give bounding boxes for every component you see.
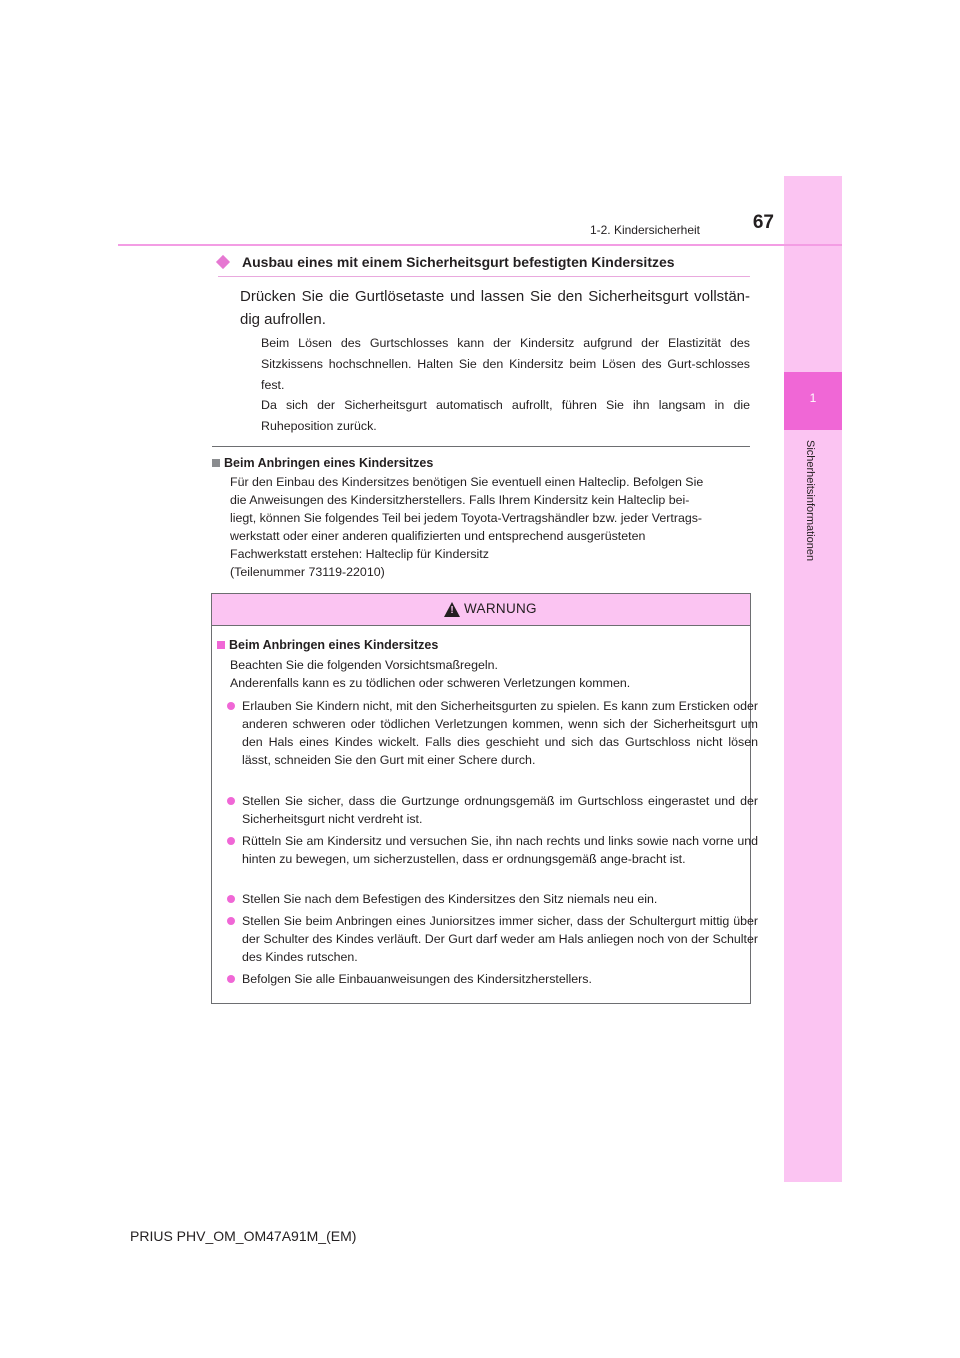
warning-bullet-text: Erlauben Sie Kindern nicht, mit den Sicherheitsgurten zu spielen. Es kann zum Ersticken oder anderen schweren oder tödlichen Verletzungen kommen, wenn sich der Sicherheitsgurt um den Hals eines Kindes wickelt. Falls dies geschieht und sich das Gurtschloss nicht lösen lässt, schneiden Sie den Gurt mit einer Schere durch. [242,699,758,767]
bullet-dot-icon [227,797,235,805]
square-bullet-icon [212,459,220,467]
instruction-text: Drücken Sie die Gurtlösetaste und lassen Sie den Sicherheitsgurt vollstän-dig aufrollen. [240,288,750,328]
document-footer: PRIUS PHV_OM_OM47A91M_(EM) [130,1228,357,1244]
exclamation-icon: ! [450,605,454,616]
chapter-number: 1 [809,391,817,405]
warning-bullet-text: Rütteln Sie am Kindersitz und versuchen Sie, ihn nach rechts und links sowie nach vorne und hinten zu bewegen, um sicherzustellen, dass er ordnungsgemäß ange-bracht ist. [242,834,758,866]
side-tab-strip [784,176,842,1182]
warning-bullet-text: Stellen Sie beim Anbringen eines Juniorsitzes immer sicher, dass der Schultergurt mittig über der Schulter des Kindes verläuft. Der Gurt darf weder am Hals anliegen noch von der Schulter des Kindes rutschen. [242,914,758,964]
diamond-icon [216,255,230,269]
info-heading-text: Beim Anbringen eines Kindersitzes [224,456,434,470]
warning-box [211,593,758,1004]
subheading-text: Ausbau eines mit einem Sicherheitsgurt befestigten Kindersitzes [242,254,675,270]
warning-header [212,594,750,626]
warning-bullet-text: Stellen Sie sicher, dass die Gurtzunge ordnungsgemäß im Gurtschloss eingerastet und der Sicherheitsgurt nicht verdreht ist. [242,794,758,826]
info-line: die Anweisungen des Kindersitzherstellers. Falls Ihrem Kindersitz kein Halteclip bei- [230,493,690,507]
chapter-label: Sicherheitsinformationen [804,440,816,562]
warning-intro-line: Anderenfalls kann es zu tödlichen oder schweren Verletzungen kommen. [230,676,631,690]
warning-heading [217,638,438,652]
bullet-dot-icon [227,702,235,710]
section-divider [212,446,750,447]
page-number: 67 [752,212,774,233]
warning-title: WARNUNG [464,601,537,616]
square-bullet-icon [217,641,225,649]
info-heading [212,456,433,470]
header-rule [118,244,842,246]
bullet-dot-icon [227,895,235,903]
bullet-dot-icon [227,837,235,845]
info-line: liegt, können Sie folgendes Teil bei jedem Toyota-Vertragshändler bzw. jeder Vertrags- [230,511,703,525]
bullet-dot-icon [227,975,235,983]
info-line: werkstatt oder einer anderen qualifizierten und entsprechend ausgerüsteten [230,529,646,543]
warning-heading-text: Beim Anbringen eines Kindersitzes [229,638,439,652]
info-line: Fachwerkstatt erstehen: Halteclip für Kindersitz [230,547,489,561]
warning-bullet-text: Befolgen Sie alle Einbauanweisungen des Kindersitzherstellers. [242,972,592,986]
warning-intro-line: Beachten Sie die folgenden Vorsichtsmaßregeln. [230,658,498,672]
warning-bullet-text: Stellen Sie nach dem Befestigen des Kindersitzes den Sitz niemals neu ein. [242,892,658,906]
subheading [218,254,750,277]
section-title: 1-2. Kindersicherheit [589,223,700,237]
bullet-dot-icon [227,917,235,925]
warning-intro [230,656,740,692]
note-paragraph: Beim Lösen des Gurtschlosses kann der Kindersitz aufgrund der Elastizität des Sitzkissens hochschnellen. Halten Sie den Kindersitz beim Lösen des Gurt-schlosses fest. [261,336,750,392]
note-paragraph: Da sich der Sicherheitsgurt automatisch aufrollt, führen Sie ihn langsam in die Ruheposition zurück. [261,398,750,433]
info-line: Für den Einbau des Kindersitzes benötigen Sie eventuell einen Halteclip. Befolgen Sie [230,475,704,489]
info-paragraph [230,473,744,581]
info-line: (Teilenummer 73119-22010) [230,565,385,579]
